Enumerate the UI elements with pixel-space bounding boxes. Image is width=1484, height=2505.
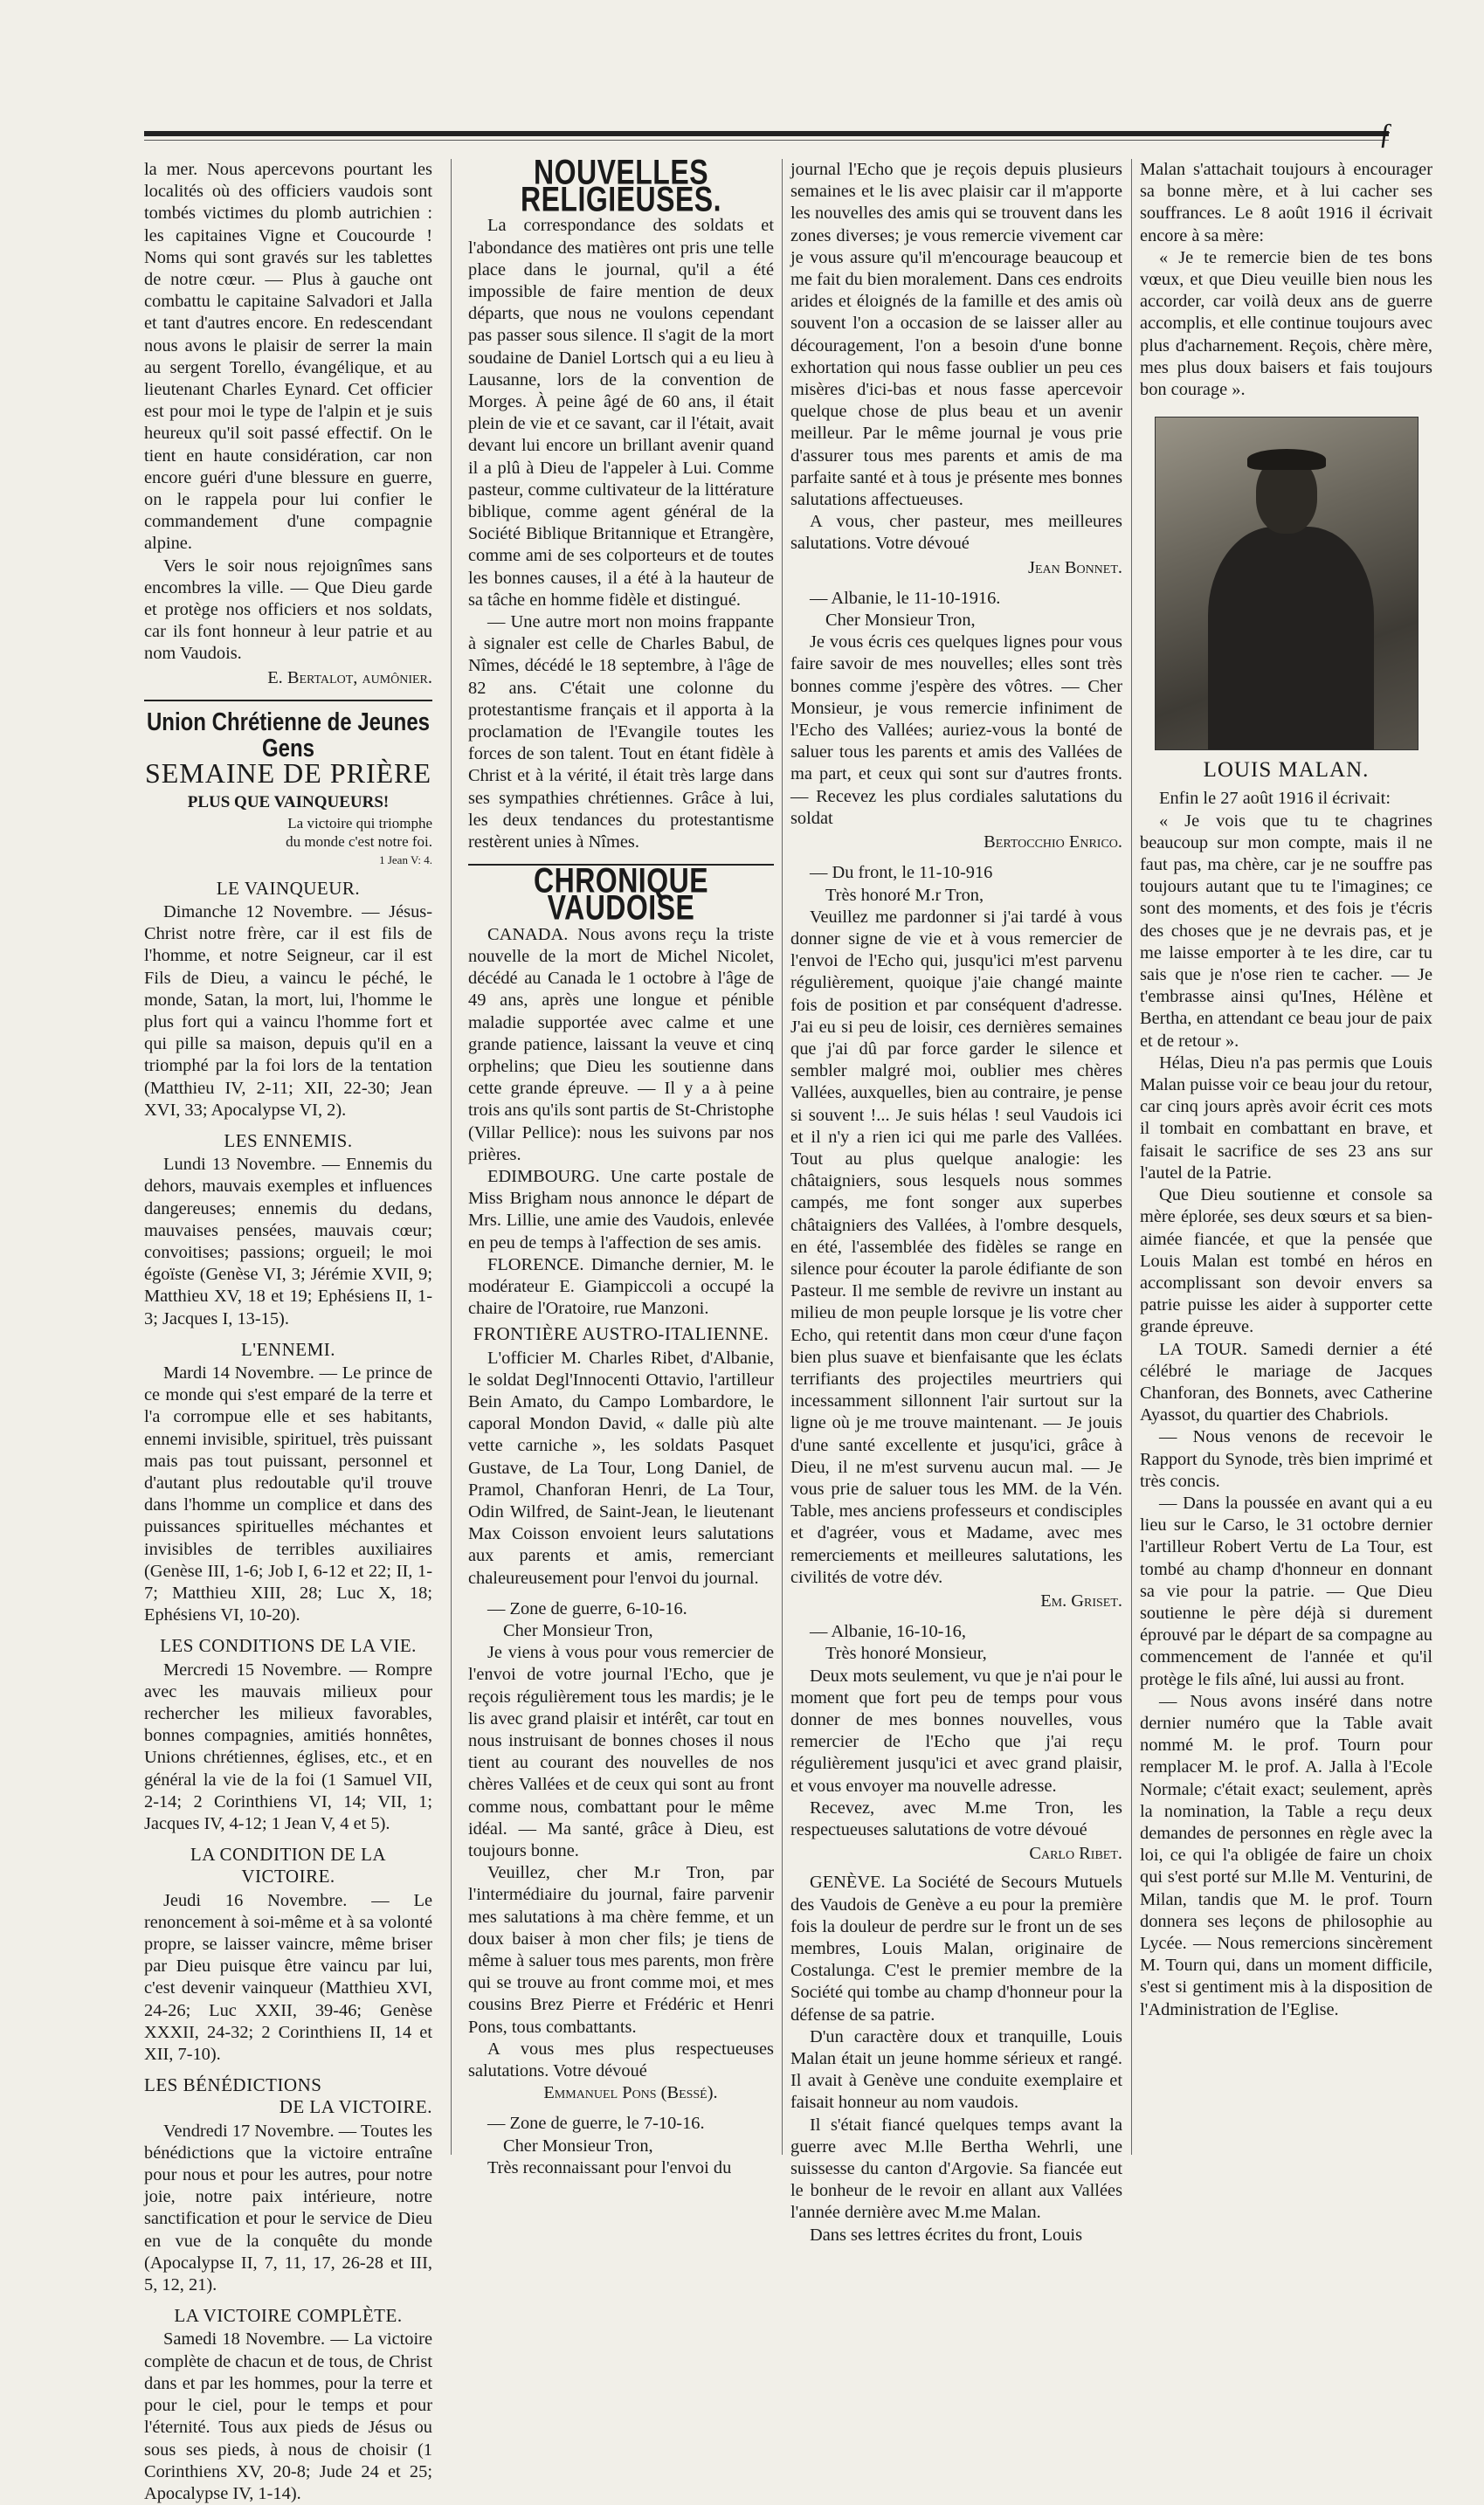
letter-greeting: Cher Monsieur Tron, bbox=[503, 1621, 653, 1640]
column-2 bbox=[468, 152, 774, 2177]
paragraph: — Dans la poussée en avant qui a eu lieu sur le Carso, le 31 octobre dernier l'artilleur Robert Vertu de La Tour, est tombé au champ d'honneur en donnant sa vie pour la patrie. — Que Dieu soutienne le père déjà si durement éprouvé par le départ de sa compagne au commencement de l'année et qu'il protège le fils aîné, lui aussi au front. bbox=[1140, 1493, 1432, 1689]
paragraph: Mercredi 15 Novembre. — Rompre avec les mauvais milieux pour rechercher les milieux favorables, bonnes compagnies, amitiés honnêtes, Unions chrétiennes, églises, etc., et en général la vie de la foi (1 Samuel VII, 2-14; 2 Corinthiens VI, 14; VII, 1; Jacques IV, 4-12; 1 Jean V, 4 et 5). bbox=[144, 1660, 432, 1834]
paragraph: Dans ses lettres écrites du front, Louis bbox=[810, 2225, 1083, 2245]
paragraph: Il s'était fiancé quelques temps avant la guerre avec M.lle Bertha Wehrli, une suissesse du canton d'Argovie. Sa fiancée eut le bonheur de le revoir en allant aux Vallées l'année dernière avec M.me Malan. bbox=[790, 2115, 1122, 2223]
column-1 bbox=[144, 159, 432, 2503]
subheading: PLUS QUE VAINQUEURS! bbox=[187, 793, 390, 812]
signature: Bertocchio Enrico. bbox=[984, 832, 1122, 852]
section-rule bbox=[144, 700, 432, 701]
epigraph-line: du monde c'est notre foi. bbox=[286, 832, 432, 850]
letter-location: — Zone de guerre, le 7-10-16. bbox=[487, 2114, 705, 2134]
letter-location: — Albanie, 16-10-16, bbox=[810, 1622, 966, 1642]
letter-greeting: Très honoré Monsieur, bbox=[825, 1644, 987, 1664]
epigraph-line: La victoire qui triomphe bbox=[287, 814, 432, 832]
signature: Em. Griset. bbox=[1040, 1591, 1122, 1611]
letter-greeting: Cher Monsieur Tron, bbox=[503, 2136, 653, 2156]
paragraph: A vous, cher pasteur, mes meilleures salutations. Votre dévoué bbox=[790, 512, 1122, 554]
signature: Carlo Ribet. bbox=[1029, 1844, 1122, 1864]
section-heading-ucjg: Union Chrétienne de Jeunes Gens bbox=[146, 707, 431, 763]
paragraph: « Je te remercie bien de tes bons vœux, et que Dieu veuille bien nous les accorder, car voilà deux ans de guerre accomplis, et elle continue toujours avec plus d'acharnement. Reçois, chère mère, mes plus doux baisers et fais toujours bon courage ». bbox=[1140, 247, 1432, 400]
signature: Emmanuel Pons (Bessé). bbox=[543, 2083, 718, 2103]
paragraph: — Nous venons de recevoir le Rapport du Synode, très bien imprimé et très concis. bbox=[1140, 1427, 1432, 1491]
paragraph: Vers le soir nous rejoignîmes sans encombres la ville. — Que Dieu garde et protège nos officiers et nos soldats, car ils font honneur à leur patrie et au nom Vaudois. bbox=[144, 556, 432, 664]
column-divider bbox=[451, 159, 452, 2155]
paragraph: Lundi 13 Novembre. — Ennemis du dehors, mauvais exemples et influences dangereuses; ennemis du dedans, mauvaises pensées, mauvais cœur; convoitises; passions; orgueil; le moi égoïste (Genèse VI, 3; Jérémie XVII, 9; Matthieu XV, 18 et 19; Ephésiens II, 1-3; Jacques I, 13-15). bbox=[144, 1155, 432, 1328]
day-title: DE LA VICTOIRE. bbox=[279, 2096, 432, 2118]
day-title: LA VICTOIRE COMPLÈTE. bbox=[174, 2305, 403, 2327]
column-4 bbox=[1140, 159, 1432, 2155]
epigraph-ref: 1 Jean V: 4. bbox=[379, 852, 432, 866]
paragraph: LA TOUR. Samedi dernier a été célébré le mariage de Jacques Chanforan, des Bonnets, avec Catherine Ayassot, du quartier des Chabriols. bbox=[1140, 1339, 1432, 1425]
paragraph: Veuillez, cher M.r Tron, par l'intermédiaire du journal, faire parvenir mes salutations à ma chère femme, et un doux baiser à mon cher fils; je tiens de même à saluer tous mes parents, mon frère qui se trouve au front comme moi, et mes cousins Brez Pierre et Frédéric et Henri Pons, tous combattants. bbox=[468, 1863, 774, 2037]
paragraph: Samedi 18 Novembre. — La victoire complète de chacun et de tous, de Christ dans et par les hommes, pour la terre et pour le ciel, pour le temps et pour l'éternité. Tous aux pieds de Jésus ou sous ses pieds, à nous de choisir (1 Corinthiens XV, 20-8; Jude 24 et 25; Apocalypse IV, 1-14). bbox=[144, 2329, 432, 2503]
day-title: L'ENNEMI. bbox=[240, 1338, 335, 1360]
paragraph: Mardi 14 Novembre. — Le prince de ce monde qui s'est emparé de la terre et l'a corrompue elle et ses habitants, ennemi invisible, spirituel, très puissant mais pas tout puissant, personnel et d'autant plus redoutable qu'il trouve dans l'homme un complice et dans des puissances spirituelles méchantes et invisibles de terribles auxiliaires (Genèse III, 1-6; Job I, 6-12 et 22; II, 1-7; Matthieu XIII, 28; Luc X, 18; Ephésiens VI, 10-20). bbox=[144, 1363, 432, 1625]
paragraph: Malan s'attachait toujours à encourager sa bonne mère, et à lui cacher ses souffrances. Le 8 août 1916 il écrivait encore à sa mère: bbox=[1140, 160, 1432, 245]
paragraph: Jeudi 16 Novembre. — Le renoncement à soi-même et à sa volonté propre, se laisser vaincre, même briser par Dieu puisque être vaincu par lui, c'est devenir vainqueur (Matthieu XVI, 24-26; Luc XXII, 39-46; Genèse XXXII, 24-32; 2 Corinthiens II, 14 et XII, 7-10). bbox=[144, 1890, 432, 2065]
paragraph: D'un caractère doux et tranquille, Louis Malan était un jeune homme sérieux et rangé. Il avait à Genève une conduite exemplaire et faisait honneur au nom vaudois. bbox=[790, 2026, 1122, 2113]
header-rule bbox=[144, 131, 1389, 136]
letter-location: — Albanie, le 11-10-1916. bbox=[810, 588, 1001, 608]
paragraph: Enfin le 27 août 1916 il écrivait: bbox=[1159, 789, 1391, 809]
paragraph: Hélas, Dieu n'a pas permis que Louis Malan puisse voir ce beau jour du retour, car cinq jours après avoir écrit ces mots il tombait en combattant en brave, et faisait le sacrifice de ses 23 ans sur l'autel de la Patrie. bbox=[1140, 1052, 1432, 1183]
day-title: LES CONDITIONS DE LA VIE. bbox=[160, 1635, 417, 1657]
paragraph: Je viens à vous pour vous remercier de l'envoi de votre journal l'Echo, que je reçois régulièrement tous les mardis; je le lis avec grand plaisir et intérêt, car tout en nous instruisant de bonnes choses il nous tient au courant des nouvelles de nos chères Vallées et de ceux qui sont au front comme nous, combattant pour le même idéal. — Ma santé, grâce à Dieu, est toujours bonne. bbox=[468, 1643, 774, 1861]
section-heading-chronique: CHRONIQUE VAUDOISE bbox=[533, 860, 709, 928]
paragraph: L'officier M. Charles Ribet, d'Albanie, le soldat Degl'Innocenti Ottavio, l'artilleur Bein Amato, du Campo Lombardore, le caporal Mondon David, « dalle più alte vette carniche », les soldats Pasquet Gustave, de La Tour, Long Daniel, de Pramol, Chanforan Henri, de La Tour, Odin Wilfred, de Saint-Jean, le lieutenant Max Coisson envoient leurs salutations aux parents et amis, remerciant chaleureusement pour l'envoi du journal. bbox=[468, 1348, 774, 1588]
paragraph: — Nous avons inséré dans notre dernier numéro que la Table avait nommé M. le prof. Tourn pour remplacer M. le prof. A. Jalla à l'Ecole Normale; c'était exact; seulement, après la nomination, la Table a reçu deux demandes de personnes en règle avec la loi, ce qui l'a obligée de faire un choix qui s'est porté sur M.lle M. Venturini, de Milan, tandis que M. le prof. Tourn donnera ses leçons de philosophie au Lycée. — Nous remercions sincèrement M. Tourn qui, dans un moment difficile, s'est si gentiment mis à la disposition de l'Administration de l'Eglise. bbox=[1140, 1691, 1432, 2019]
portrait-photo bbox=[1155, 417, 1418, 750]
paragraph: GENÈVE. La Société de Secours Mutuels des Vaudois de Genève a eu pour la première fois la douleur de perdre sur le front un de ses membres, Louis Malan, originaire de Costalunga. C'est le premier membre de la Société qui tombe au champ d'honneur pour la défense de sa patrie. bbox=[790, 1873, 1122, 2025]
section-heading-semaine: SEMAINE DE PRIÈRE bbox=[144, 757, 432, 790]
subheading-frontiere: FRONTIÈRE AUSTRO-ITALIENNE. bbox=[473, 1323, 770, 1345]
signature: Jean Bonnet. bbox=[1028, 557, 1122, 577]
letter-location: — Zone de guerre, 6-10-16. bbox=[487, 1598, 687, 1618]
column-divider bbox=[1131, 159, 1132, 2155]
signature: E. Bertalot, aumônier. bbox=[267, 667, 432, 687]
paragraph: — Une autre mort non moins frappante à signaler est celle de Charles Babul, de Nîmes, décédé le 18 septembre, à l'âge de 82 ans. C'était une colonne du protestantisme français et il apporta à la proclamation de l'Evangile toutes les forces de son talent. Tout en étant fidèle à Christ et à la vérité, il était très large dans ses sympathies chrétiennes. Grâce à lui, les deux tendances du protestantisme restèrent unies à Nîmes. bbox=[468, 612, 774, 852]
paragraph: Très reconnaissant pour l'envoi du bbox=[487, 2157, 732, 2177]
letter-greeting: Très honoré M.r Tron, bbox=[825, 885, 984, 905]
letter-greeting: Cher Monsieur Tron, bbox=[825, 611, 976, 631]
day-title: LE VAINQUEUR. bbox=[216, 877, 361, 899]
paragraph: FLORENCE. Dimanche dernier, M. le modérateur E. Giampiccoli a occupé la chaire de l'Oratoire, rue Manzoni. bbox=[468, 1254, 774, 1319]
paragraph: EDIMBOURG. Une carte postale de Miss Brigham nous annonce le départ de Mrs. Lillie, une amie des Vaudois, enlevée en peu de temps à l'affection de ses amis. bbox=[468, 1166, 774, 1252]
page-corner-mark: ƒ bbox=[1378, 118, 1393, 150]
day-title: LES ENNEMIS. bbox=[224, 1129, 353, 1151]
paragraph: Recevez, avec M.me Tron, les respectueuses salutations de votre dévoué bbox=[790, 1798, 1122, 1840]
paragraph: CANADA. Nous avons reçu la triste nouvelle de la mort de Michel Nicolet, décédé au Canada le 1 octobre à l'âge de 49 ans, après une longue et pénible maladie supportée avec calme et une grande patience, laissant la veuve et cinq orphelins; que Dieu les soutienne dans cette grande épreuve. — Il y a à peine trois ans qu'ils sont partis de St-Christophe (Villar Pellice): nous les suivons par nos prières. bbox=[468, 924, 774, 1164]
day-title: LES BÉNÉDICTIONS bbox=[144, 2074, 322, 2096]
paragraph: journal l'Echo que je reçois depuis plusieurs semaines et le lis avec plaisir car il m'apporte les nouvelles des amis qui se trouvent dans les zones diverses; je vous remercie vivement car je vous assure qu'il m'encourage beaucoup et me fait du bien moralement. Dans ces endroits arides et éloignés de la famille et des amis où souvent l'on a occasion de se laisser aller au découragement, l'on a besoin d'une bonne exhortation qui nous fasse oublier un peu ces misères d'ici-bas et nous fasse apercevoir quelque chose de plus beau et un avenir meilleur. Par le même journal je vous prie d'assurer tous mes parents et amis de ma parfaite santé et à tous je présente mes bonnes salutations affectueuses. bbox=[790, 160, 1122, 510]
column-3 bbox=[790, 159, 1122, 2245]
paragraph: Vendredi 17 Novembre. — Toutes les bénédictions que la victoire entraîne pour nous et pour les autres, pour notre joie, notre paix intérieure, notre sanctification et pour le service de Dieu en vue de la conquête du monde (Apocalypse II, 7, 11, 17, 26-28 et III, 5, 12, 21). bbox=[144, 2121, 432, 2295]
day-title: LA CONDITION DE LA VICTOIRE. bbox=[190, 1844, 387, 1887]
header-rule-thin bbox=[144, 140, 1389, 141]
paragraph: « Je vois que tu te chagrines beaucoup sur mon compte, mais il ne faut pas, ma chère, car je ne souffre pas toujours autant que tu te l'imagines; ce sont des moments, et des fois je t'écris des choses que je ne devrais pas, et je me laisse emporter à te les dire, car tu sais que je n'ose rien te cacher. — Je t'embrasse ainsi qu'Ines, Hélène et Bertha, en attendant ce beau jour de paix et de retour ». bbox=[1140, 811, 1432, 1051]
paragraph: Deux mots seulement, vu que je n'ai pour le moment que fort peu de temps pour vous donner de mes bonnes nouvelles, vous remercier de l'Echo que j'ai reçu régulièrement jusqu'ici et avec grand plaisir, et vous envoyer ma nouvelle adresse. bbox=[790, 1666, 1122, 1796]
paragraph: Que Dieu soutienne et console sa mère éplorée, ses deux sœurs et sa bien-aimée fiancée, et que la pensée que Louis Malan est tombé en héros en accomplissant son devoir envers sa patrie puisse les aider à supporter cette grande épreuve. bbox=[1140, 1185, 1432, 1337]
section-heading-nouvelles: NOUVELLES RELIGIEUSES. bbox=[520, 152, 722, 219]
paragraph: Je vous écris ces quelques lignes pour vous faire savoir de mes nouvelles; elles sont très bonnes comme j'espère des vôtres. — Cher Monsieur, je vous remercie infiniment de l'Echo des Vallées; auriez-vous la bonté de saluer tous les parents et amis des Vallées de ma part, et ceux qui sont sur d'autres fronts. — Recevez les plus cordiales salutations du soldat bbox=[790, 632, 1122, 828]
letter-location: — Du front, le 11-10-916 bbox=[810, 863, 993, 883]
paragraph: La correspondance des soldats et l'abondance des matières ont pris une telle place dans le journal, qu'il a été impossible de faire mention de deux départs, que nous ne voulons cependant pas passer sous silence. Il s'agit de la mort soudaine de Daniel Lortsch qui a eu lieu à Lausanne, lors de la convention de Morges. À peine âgé de 60 ans, il était plein de vie et ce savant, car il l'était, avait devant lui encore un brillant avenir quand il a plû à Dieu de l'appeler à Lui. Comme pasteur, comme cultivateur de la littérature biblique, comme agent général de la Société Biblique Britannique et Etrangère, comme ami de ses colporteurs et de toutes les bonnes causes, il a été à la hauteur de sa tâche en homme fidèle et distingué. bbox=[468, 216, 774, 610]
photo-caption: LOUIS MALAN. bbox=[1203, 758, 1370, 783]
paragraph: Veuillez me pardonner si j'ai tardé à vous donner signe de vie et à vous remercier de l'envoi de l'Echo qui, jusqu'ici m'est parvenu régulièrement, quoique j'aie changé mainte fois de position et par conséquent d'adresse. J'ai eu si peu de loisir, ces dernières semaines que j'ai dû par force garder le silence et sembler malgré moi, oublier mes chères Vallées, auxquelles, bien au contraire, je pense si souvent !... Je suis hélas ! seul Vaudois ici et il n'y a rien ici qui me parle des Vallées. Tout au plus quelque analogie: les châtaigniers, sous lesquels nous sommes campés, me font songer aux superbes châtaigniers des Vallées, à l'ombre desquels, en été, l'assemblée des fidèles se range en silence pour écouter la parole édifiante de son Pasteur. Il me semble de revivre un instant au milieu de mon peuple lorsque je lis votre cher Echo, qui retentit dans mon cœur d'une façon bien plus suave et bienfaisante que les éclats terrifiants des projectiles meurtriers qui incessamment sillonnent l'air surtout sur la ligne où je me trouve maintenant. — Je jouis d'une santé excellente et jusqu'ici, grâce à Dieu, il ne m'est survenu aucun mal. — Je vous prie de saluer tous les MM. de la Vén. Table, mes anciens professeurs et condisciples et d'agréer, vous et Madame, avec mes remerciements et meilleures salutations, les civilités de votre dév. bbox=[790, 907, 1122, 1587]
column-divider bbox=[782, 159, 783, 2155]
paragraph: Dimanche 12 Novembre. — Jésus-Christ notre frère, car il est fils de l'homme, et notre Seigneur, car il est Fils de Dieu, a vaincu le péché, le monde, Satan, la mort, lui, l'homme le plus fort qui a vaincu l'homme fort et qui pille sa maison, depuis qu'il en a triomphé par la foi lors de la tentation (Matthieu IV, 2-11; XII, 22-30; Jean XVI, 33; Apocalypse VI, 2). bbox=[144, 901, 432, 1120]
paragraph: la mer. Nous apercevons pourtant les localités où des officiers vaudois sont tombés victimes du plomb autrichien : les capitaines Vigne et Coucourde ! Noms qui sont gravés sur les tablettes de notre cœur. — Plus à gauche ont combattu le capitaine Salvadori et Jalla et tant d'autres encore. En redescendant nous avons le plaisir de serrer la main au sergent Torello, évangélique, et au lieutenant Charles Eynard. Cet officier est pour moi le type de l'alpin et je suis heureux qu'il soit passé effectif. On le tient en haute considération, car non encore guéri d'une blessure en guerre, on le rappela pour lui confier le commandement d'une compagnie alpine. bbox=[144, 160, 432, 554]
paragraph: A vous mes plus respectueuses salutations. Votre dévoué bbox=[468, 2039, 774, 2081]
